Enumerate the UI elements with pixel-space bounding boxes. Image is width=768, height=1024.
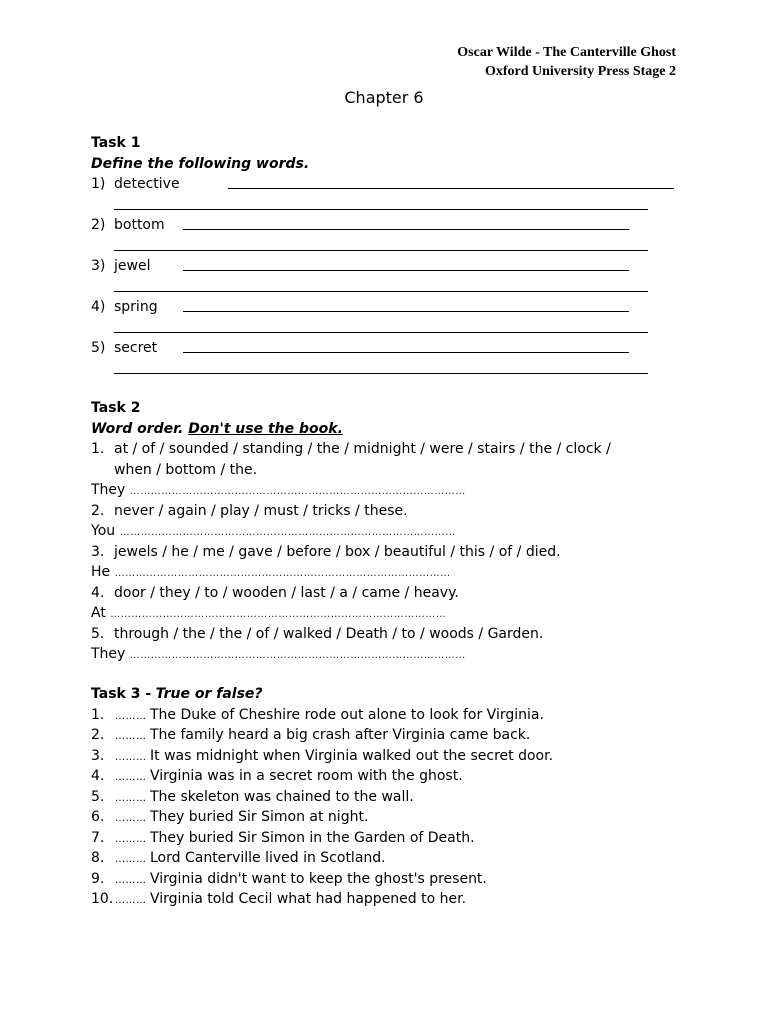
answer-line[interactable] (183, 352, 629, 353)
task3-title: Task 3 - (91, 686, 152, 702)
sentence-starter: They (91, 482, 126, 498)
answer-dots[interactable]: …………………………………………………………………………………… (114, 568, 451, 579)
item-number: 3) (91, 258, 106, 274)
item-number: 4) (91, 299, 106, 315)
answer-dots[interactable]: …………………………………………………………………………………… (119, 527, 456, 538)
task3-instruction: True or false? (155, 686, 263, 702)
scrambled-words: at / of / sounded / standing / the / midnight / were / stairs / the / clock / (114, 441, 611, 457)
header-book-title: Oscar Wilde - The Canterville Ghost (457, 45, 676, 60)
task3-heading (91, 684, 691, 705)
task2-item (91, 542, 691, 563)
tf-answer-blank[interactable]: ……… (115, 792, 147, 804)
tf-item (91, 889, 691, 910)
scrambled-words: door / they / to / wooden / last / a / came / heavy. (114, 584, 459, 601)
item-number: 6. (91, 809, 105, 825)
answer-line[interactable] (114, 332, 648, 333)
task1-continuation (91, 359, 691, 380)
task2-item (91, 439, 691, 460)
item-number: 1. (91, 706, 105, 723)
statement: Virginia told Cecil what had happened to her. (150, 891, 467, 907)
task2-item (91, 583, 691, 604)
tf-answer-blank[interactable]: ……… (115, 751, 147, 763)
answer-line[interactable] (114, 373, 648, 374)
item-word: bottom (114, 217, 165, 233)
task1-instruction: Define the following words. (91, 155, 310, 172)
answer-line[interactable] (228, 188, 674, 189)
statement: Virginia didn't want to keep the ghost's present. (150, 870, 487, 887)
answer-line[interactable] (114, 291, 648, 292)
scrambled-words: through / the / the / of / walked / Death / to / woods / Garden. (114, 625, 544, 642)
item-number: 1) (91, 176, 106, 192)
sentence-starter: At (91, 605, 106, 621)
tf-item (91, 705, 691, 726)
tf-answer-blank[interactable]: ……… (115, 895, 147, 906)
item-word: jewel (114, 258, 151, 274)
statement: The Duke of Cheshire rode out alone to look for Virginia. (150, 706, 544, 723)
task1-continuation (91, 277, 691, 298)
tf-answer-blank[interactable]: ……… (115, 772, 147, 783)
item-word: detective (114, 176, 180, 192)
sentence-starter: You (91, 523, 116, 539)
tf-answer-blank[interactable]: ……… (115, 813, 147, 824)
item-number: 4. (91, 768, 105, 784)
answer-line[interactable] (114, 250, 648, 251)
item-number: 2. (91, 727, 105, 743)
document-header (457, 43, 676, 81)
statement: It was midnight when Virginia walked out the secret door. (150, 747, 554, 764)
tf-item (91, 787, 691, 808)
tf-answer-blank[interactable]: ……… (115, 874, 147, 886)
item-number: 7. (91, 829, 105, 846)
task1-item (91, 338, 691, 359)
task2-instruction-part2: Don't use the book. (188, 420, 343, 437)
task2-item (91, 624, 691, 645)
tf-item (91, 828, 691, 849)
tf-item (91, 766, 691, 787)
item-word: spring (114, 299, 158, 315)
task2-section (91, 398, 691, 665)
sentence-starter: He (91, 564, 111, 580)
task3-section (91, 684, 691, 910)
task1-continuation (91, 195, 691, 216)
answer-line[interactable] (114, 209, 648, 210)
tf-item (91, 807, 691, 828)
task2-answer-row[interactable] (91, 603, 691, 624)
task1-item (91, 174, 691, 195)
task2-instruction (91, 419, 691, 440)
task1-item (91, 256, 691, 277)
item-number: 9. (91, 870, 105, 887)
statement: The family heard a big crash after Virginia came back. (150, 727, 531, 743)
item-word: secret (114, 340, 158, 356)
answer-line[interactable] (183, 311, 629, 312)
item-number: 3. (91, 543, 105, 560)
answer-dots[interactable]: …………………………………………………………………………………… (110, 609, 447, 620)
tf-answer-blank[interactable]: ……… (115, 710, 147, 722)
task1-continuation (91, 318, 691, 339)
task2-answer-row[interactable] (91, 644, 691, 665)
statement: The skeleton was chained to the wall. (150, 788, 414, 805)
task2-answer-row[interactable] (91, 521, 691, 542)
tf-answer-blank[interactable]: ……… (115, 833, 147, 845)
task2-title: Task 2 (91, 400, 141, 416)
statement: Virginia was in a secret room with the ghost. (150, 768, 463, 784)
task2-item-continued: when / bottom / the. (114, 461, 258, 478)
task2-instruction-part1: Word order. (91, 420, 184, 437)
answer-dots[interactable]: …………………………………………………………………………………… (129, 650, 466, 661)
scrambled-words: never / again / play / must / tricks / these. (114, 502, 408, 519)
item-number: 5. (91, 625, 105, 642)
item-number: 5) (91, 340, 106, 356)
task2-answer-row[interactable] (91, 562, 691, 583)
tf-answer-blank[interactable]: ……… (115, 854, 147, 865)
task1-section (91, 133, 691, 379)
answer-line[interactable] (183, 229, 629, 230)
task1-item (91, 215, 691, 236)
statement: They buried Sir Simon at night. (150, 809, 369, 825)
answer-line[interactable] (183, 270, 629, 271)
task2-answer-row[interactable] (91, 480, 691, 501)
tf-item (91, 869, 691, 890)
chapter-title: Chapter 6 (344, 88, 424, 107)
task1-continuation (91, 236, 691, 257)
sentence-starter: They (91, 646, 126, 662)
scrambled-words: jewels / he / me / gave / before / box / beautiful / this / of / died. (114, 543, 561, 560)
item-number: 8. (91, 850, 105, 866)
item-number: 5. (91, 788, 105, 805)
statement: They buried Sir Simon in the Garden of Death. (150, 829, 475, 846)
item-number: 2) (91, 217, 106, 233)
answer-dots[interactable]: …………………………………………………………………………………… (129, 486, 466, 497)
item-number: 2. (91, 502, 105, 519)
item-number: 10. (91, 891, 114, 907)
item-number: 1. (91, 441, 105, 457)
statement: Lord Canterville lived in Scotland. (150, 850, 386, 866)
task1-title: Task 1 (91, 135, 141, 151)
tf-item (91, 848, 691, 869)
task1-item (91, 297, 691, 318)
item-number: 4. (91, 584, 105, 601)
tf-answer-blank[interactable]: ……… (115, 731, 147, 742)
tf-item (91, 725, 691, 746)
item-number: 3. (91, 747, 105, 764)
task2-item (91, 501, 691, 522)
tf-item (91, 746, 691, 767)
header-publisher: Oxford University Press Stage 2 (484, 64, 676, 79)
